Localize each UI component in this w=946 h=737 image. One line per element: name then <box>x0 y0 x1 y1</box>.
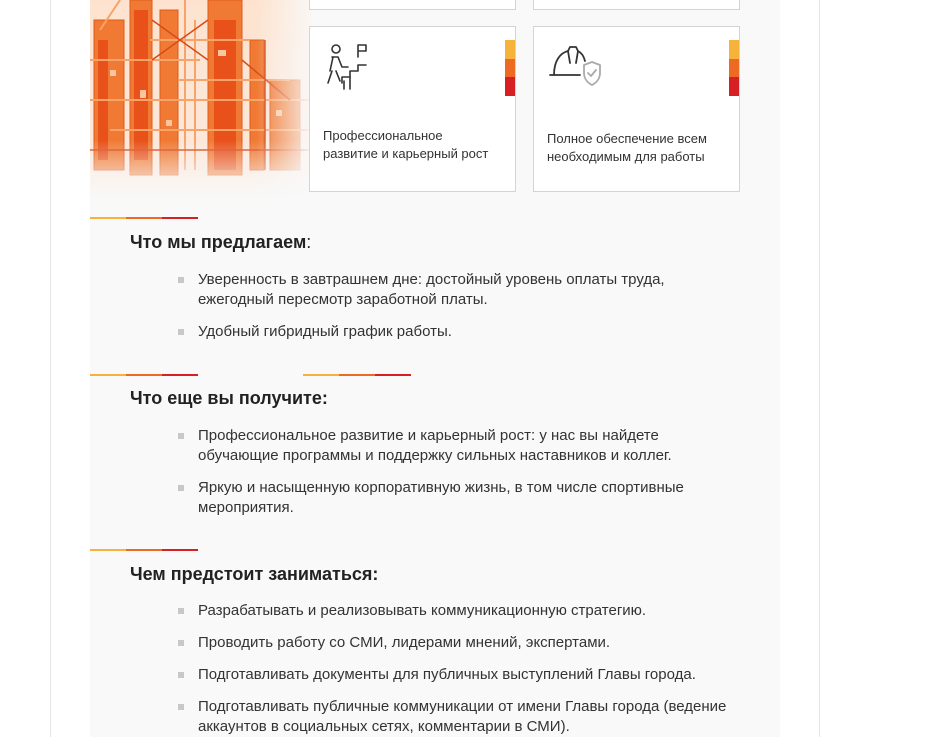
list-item: Уверенность в завтрашнем дне: достойный уровень оплаты труда, ежегодный пересмотр заработной платы. <box>178 270 738 310</box>
section-accent-line <box>90 374 198 376</box>
list-item: Яркую и насыщенную корпоративную жизнь, в том числе спортивные мероприятия. <box>178 478 738 518</box>
card-label: Профессиональное развитие и карьерный рост <box>323 128 489 161</box>
list-item: Подготавливать документы для публичных выступлений Главы города. <box>178 665 738 685</box>
section-heading-offer: Что мы предлагаем: <box>130 232 312 252</box>
section-heading-duties: Чем предстоит заниматься: <box>130 564 379 584</box>
duties-list <box>178 601 738 737</box>
card-color-stripe <box>505 40 515 96</box>
benefits-list <box>178 426 738 530</box>
list-item: Профессиональное развитие и карьерный рост: у нас вы найдете обучающие программы и поддержку сильных наставников и коллег. <box>178 426 738 466</box>
list-item: Удобный гибридный график работы. <box>178 322 738 342</box>
benefit-card-partial <box>309 0 516 10</box>
list-item: Проводить работу со СМИ, лидерами мнений, экспертами. <box>178 633 738 653</box>
list-item: Разрабатывать и реализовывать коммуникационную стратегию. <box>178 601 738 621</box>
benefit-card-partial <box>533 0 740 10</box>
hardhat-shield-icon <box>548 43 604 92</box>
section-accent-line <box>90 217 198 219</box>
career-ladder-icon <box>324 43 372 96</box>
section-accent-line <box>303 374 411 376</box>
offer-list <box>178 270 738 354</box>
card-label: Полное обеспечение всем необходимым для работы <box>547 131 707 164</box>
benefit-card-equipment <box>533 26 740 192</box>
hero-industrial-image <box>90 0 312 200</box>
section-accent-line <box>90 549 198 551</box>
benefit-card-career <box>309 26 516 192</box>
card-color-stripe <box>729 40 739 96</box>
list-item: Подготавливать публичные коммуникации от имени Главы города (ведение аккаунтов в социальных сетях, комментарии в СМИ). <box>178 697 738 737</box>
section-heading-benefits: Что еще вы получите: <box>130 388 328 408</box>
